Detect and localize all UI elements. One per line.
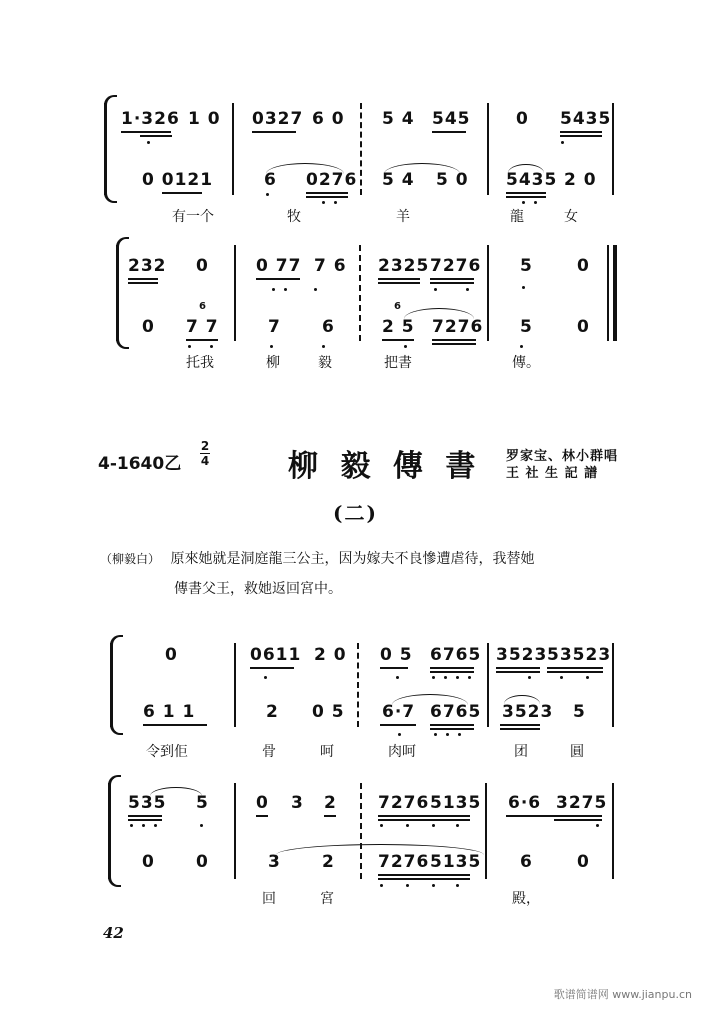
beam: [430, 671, 474, 673]
note-group: 0 5: [312, 702, 345, 722]
lyric: 女: [564, 209, 578, 225]
note-group: 0: [196, 256, 209, 276]
beam: [128, 278, 158, 280]
slur: [508, 164, 544, 173]
octave-dot: [154, 824, 157, 827]
song-title: 柳 毅 傳 書: [288, 449, 482, 484]
beam: [378, 819, 470, 821]
lyric: 呵: [320, 744, 334, 760]
note-group: 0 0121: [142, 170, 214, 190]
note-group: 7: [268, 317, 281, 337]
barline: [485, 783, 487, 879]
beam: [128, 282, 158, 284]
note-group: 0: [516, 109, 529, 129]
time-signature-bottom: 4: [200, 454, 210, 468]
lyric: 傳。: [512, 355, 540, 371]
beam: [506, 192, 546, 194]
note-group: 7276: [430, 256, 482, 276]
note-group: 545: [432, 109, 471, 129]
note-group: 5135: [430, 793, 482, 813]
beam: [378, 282, 420, 284]
octave-dot: [334, 201, 337, 204]
barline: [234, 643, 236, 727]
octave-dot: [456, 824, 459, 827]
beam: [430, 724, 474, 726]
spoken-dialogue: [100, 544, 640, 604]
beam: [143, 724, 207, 726]
barline-final-thick: [613, 245, 617, 341]
beam: [547, 671, 603, 673]
beam: [500, 728, 540, 730]
slur: [150, 787, 202, 796]
octave-dot: [142, 824, 145, 827]
note-group: 5 4: [382, 109, 415, 129]
beam: [382, 339, 414, 341]
beam: [256, 278, 300, 280]
beam: [306, 192, 348, 194]
beam: [121, 131, 171, 133]
note-group: 0: [577, 256, 590, 276]
octave-dot: [270, 345, 273, 348]
note-group: 0: [577, 852, 590, 872]
system-bracket: [116, 245, 119, 341]
beam: [430, 728, 474, 730]
note-group: 0: [142, 852, 155, 872]
lyric: 令到佢: [146, 744, 188, 760]
time-signature-top: 2: [200, 439, 210, 453]
note-group: 1 0: [188, 109, 221, 129]
note-group: 2: [266, 702, 279, 722]
beam: [162, 192, 202, 194]
lyric: 骨: [262, 744, 276, 760]
note-group: 7276: [378, 793, 430, 813]
page-number: 42: [103, 924, 124, 942]
note-group: 3: [291, 793, 304, 813]
note-group: 0 5: [380, 645, 413, 665]
beam: [252, 131, 296, 133]
beam: [500, 724, 540, 726]
note-group: 2325: [378, 256, 430, 276]
octave-dot: [130, 824, 133, 827]
lyric: 毅: [318, 355, 332, 371]
note-group: 0: [577, 317, 590, 337]
octave-dot: [528, 676, 531, 679]
octave-dot: [534, 201, 537, 204]
octave-dot: [188, 345, 191, 348]
beam: [496, 667, 540, 669]
lyric: 牧: [287, 209, 301, 225]
lyric: 肉呵: [388, 744, 416, 760]
note-group: 5: [520, 317, 533, 337]
octave-dot: [456, 884, 459, 887]
note-group: 3: [268, 852, 281, 872]
octave-dot: [560, 676, 563, 679]
beam: [378, 874, 470, 876]
note-group: 5135: [430, 852, 482, 872]
octave-dot: [468, 676, 471, 679]
lyric: 有一个: [172, 209, 214, 225]
beam: [380, 667, 408, 669]
beam: [432, 339, 476, 341]
lyric: 托我: [186, 355, 214, 371]
performer-credit: 罗家宝、林小群唱: [506, 449, 619, 464]
barline: [487, 643, 489, 727]
note-group: 0327: [252, 109, 304, 129]
note-group: 0: [256, 793, 269, 813]
lyric: 圓: [570, 744, 584, 760]
beam: [256, 815, 268, 817]
beam: [432, 131, 466, 133]
beam: [378, 878, 470, 880]
beam: [496, 671, 540, 673]
octave-dot: [314, 288, 317, 291]
beam: [430, 282, 474, 284]
octave-dot: [406, 824, 409, 827]
beam: [432, 343, 476, 345]
slur: [392, 694, 468, 705]
note-group: 6765: [430, 645, 482, 665]
octave-dot: [200, 824, 203, 827]
note-group: 5: [520, 256, 533, 276]
beam: [324, 815, 336, 817]
octave-dot: [380, 884, 383, 887]
note-group: 2: [324, 793, 337, 813]
time-signature: [200, 440, 210, 467]
lyric: 宮: [320, 891, 334, 907]
octave-dot: [522, 286, 525, 289]
system-bracket: [104, 103, 107, 195]
note-group: 3523: [496, 645, 548, 665]
lyric: 龍: [510, 209, 524, 225]
note-group: 0611: [250, 645, 302, 665]
octave-dot: [432, 676, 435, 679]
barline: [357, 643, 359, 727]
note-group: 6765: [430, 702, 482, 722]
catalog-id: 4-1640乙: [98, 454, 182, 474]
octave-dot: [264, 676, 267, 679]
octave-dot: [586, 676, 589, 679]
octave-dot: [434, 288, 437, 291]
dialogue-line-2: 傳書父王，救她返回宮中。: [174, 581, 342, 597]
octave-dot: [520, 345, 523, 348]
note-group: 6: [322, 317, 335, 337]
note-group: 232: [128, 256, 167, 276]
octave-dot: [458, 733, 461, 736]
note-group: 6 0: [312, 109, 345, 129]
note-group: 5 4: [382, 170, 415, 190]
octave-dot: [561, 141, 564, 144]
barline: [234, 245, 236, 341]
barline: [234, 783, 236, 879]
note-group: 5: [573, 702, 586, 722]
note-group: 6·6: [508, 793, 542, 813]
beam: [250, 667, 294, 669]
section-number: (二): [333, 501, 378, 525]
beam: [128, 819, 162, 821]
beam: [378, 815, 470, 817]
octave-dot: [596, 824, 599, 827]
note-group: 1·326: [121, 109, 180, 129]
dialogue-line-1: 原來她就是洞庭龍三公主，因为嫁夫不良慘遭虐待，我替她: [170, 551, 535, 567]
note-group: 5 0: [436, 170, 469, 190]
barline: [360, 783, 362, 879]
system-bracket: [108, 783, 111, 879]
beam: [430, 278, 474, 280]
note-group: 7 6: [314, 256, 347, 276]
octave-dot: [434, 733, 437, 736]
octave-dot: [522, 201, 525, 204]
note-group: 5435: [506, 170, 558, 190]
octave-dot: [406, 884, 409, 887]
beam: [506, 196, 546, 198]
beam: [306, 196, 348, 198]
beam: [560, 135, 602, 137]
slur: [384, 163, 460, 174]
octave-dot: [210, 345, 213, 348]
note-group: 53523: [547, 645, 612, 665]
note-group: 0: [165, 645, 178, 665]
slur: [404, 308, 474, 319]
note-group: 6: [520, 852, 533, 872]
beam: [378, 278, 420, 280]
octave-dot: [398, 733, 401, 736]
beam: [554, 819, 602, 821]
octave-dot: [466, 288, 469, 291]
note-group: 0: [142, 317, 155, 337]
note-group: 7 7: [186, 317, 219, 337]
note-group: 6: [264, 170, 277, 190]
note-group: 6 1 1: [143, 702, 196, 722]
slur: [504, 695, 540, 704]
lyric: 团: [514, 744, 528, 760]
octave-dot: [322, 345, 325, 348]
lyric: 殿，: [512, 891, 540, 907]
octave-dot: [446, 733, 449, 736]
slur: [276, 844, 484, 855]
octave-dot: [456, 676, 459, 679]
octave-dot: [272, 288, 275, 291]
beam: [560, 131, 602, 133]
beam: [186, 339, 218, 341]
lyric: 回: [262, 891, 276, 907]
barline: [612, 783, 614, 879]
barline: [360, 103, 362, 195]
barline: [487, 103, 489, 195]
beam: [430, 667, 474, 669]
note-group: 0 77: [256, 256, 302, 276]
note-group: 0: [196, 852, 209, 872]
octave-dot: [380, 824, 383, 827]
speaker-label: （柳毅白）: [100, 552, 161, 566]
beam: [380, 724, 416, 726]
grace-note: 6: [199, 301, 206, 312]
slur: [266, 163, 344, 174]
octave-dot: [404, 345, 407, 348]
octave-dot: [432, 884, 435, 887]
note-group: 5: [196, 793, 209, 813]
octave-dot: [266, 193, 269, 196]
note-group: 7276: [432, 317, 484, 337]
note-group: 5435: [560, 109, 612, 129]
transcriber-credit: 王 社 生 記 譜: [506, 466, 599, 481]
barline: [612, 643, 614, 727]
octave-dot: [396, 676, 399, 679]
note-group: 2 0: [564, 170, 597, 190]
barline: [232, 103, 234, 195]
lyric: 羊: [396, 209, 410, 225]
beam: [506, 815, 602, 817]
note-group: 7276: [378, 852, 430, 872]
octave-dot: [147, 141, 150, 144]
note-group: 6·7: [382, 702, 416, 722]
note-group: 0276: [306, 170, 358, 190]
beam: [128, 815, 162, 817]
watermark: 歌谱简谱网 www.jianpu.cn: [553, 988, 692, 1001]
octave-dot: [432, 824, 435, 827]
barline: [612, 103, 614, 195]
system-bracket: [110, 643, 113, 727]
beam: [140, 135, 172, 137]
note-group: 3523: [502, 702, 554, 722]
note-group: 2 5: [382, 317, 415, 337]
barline: [359, 245, 361, 341]
note-group: 3275: [556, 793, 608, 813]
note-group: 2 0: [314, 645, 347, 665]
barline: [487, 245, 489, 341]
octave-dot: [322, 201, 325, 204]
barline-final-thin: [607, 245, 609, 341]
beam: [547, 667, 603, 669]
lyric: 柳: [266, 355, 280, 371]
octave-dot: [284, 288, 287, 291]
grace-note: 6: [394, 301, 401, 312]
note-group: 535: [128, 793, 167, 813]
octave-dot: [444, 676, 447, 679]
lyric: 把書: [384, 355, 412, 371]
note-group: 2: [322, 852, 335, 872]
